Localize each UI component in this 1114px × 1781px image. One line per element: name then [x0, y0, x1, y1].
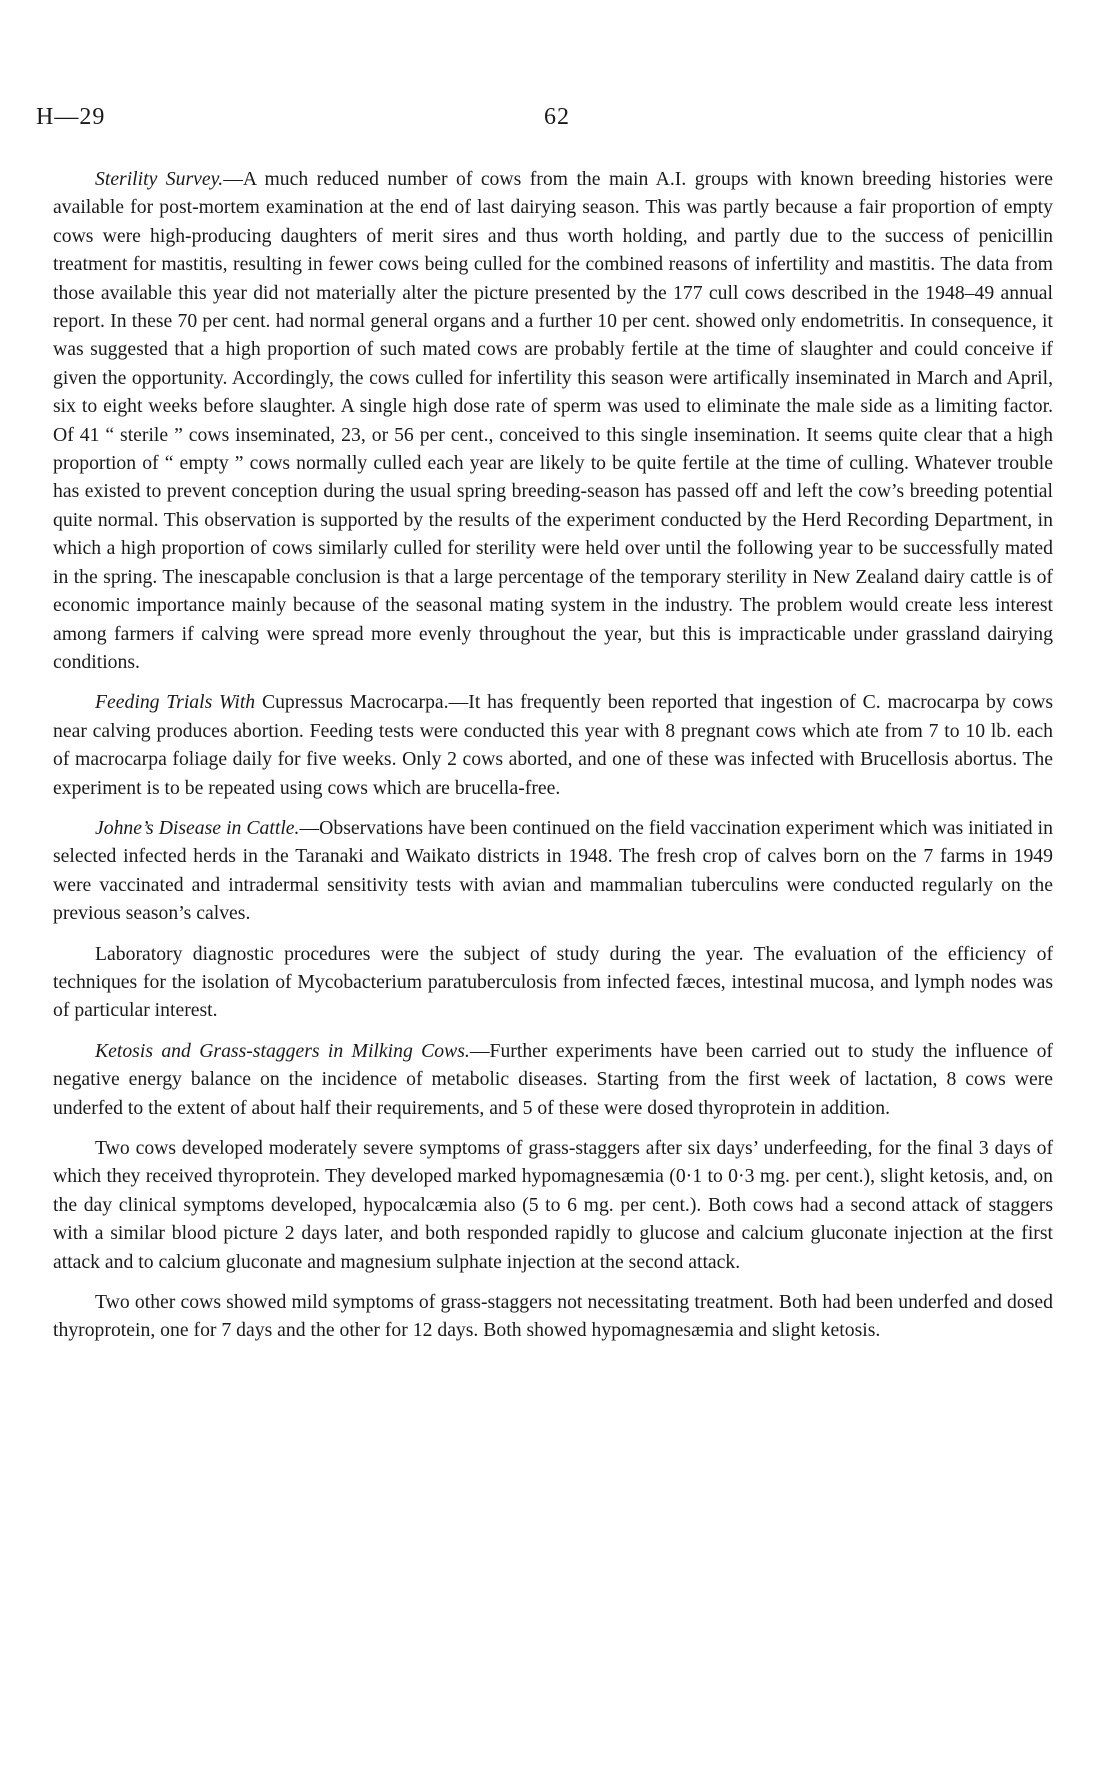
document-reference: H—29 — [36, 104, 106, 130]
page-number: 62 — [544, 104, 570, 130]
paragraph-heading: Johne’s Disease in Cattle. — [95, 816, 300, 839]
paragraph-text: Two other cows showed mild symptoms of grass-staggers not necessitating treatment. Both had been underfed and dosed thyroprotein, one for 7 days and the other for 12 days. Both showed hypomagnesæmia and slight ketosis. — [53, 1291, 1053, 1342]
paragraph-heading: Feeding Trials With — [95, 691, 256, 714]
report-body — [53, 165, 1053, 1357]
paragraph-text: Cupressus Macrocarpa.—It has frequently been reported that ingestion of C. macrocarpa by cows near calving produces abortion. Feeding tests were conducted this year with 8 pregnant cows which ate from 7 to 10 lb. each of macrocarpa foliage daily for five weeks. Only 2 cows aborted, and one of these was infected with Brucellosis abortus. The experiment is to be repeated using cows which are brucella-free. — [53, 691, 1053, 799]
paragraph-laboratory-procedures — [53, 940, 1053, 1025]
paragraph-heading: Sterility Survey. — [95, 168, 224, 190]
paragraph-johnes-disease — [53, 814, 1053, 928]
paragraph-text: —Observations have been continued on the field vaccination experiment which was initiated in selected infected herds in the Taranaki and Waikato districts in 1948. The fresh crop of calves born on the 7 farms in 1949 were vaccinated and intradermal sensitivity tests with avian and mammalian tuberculins were conducted regularly on the previous season’s calves. — [53, 816, 1053, 925]
paragraph-text: Laboratory diagnostic procedures were the subject of study during the year. The evaluation of the efficiency of techniques for the isolation of Mycobacterium paratuberculosis from infected fæces, intestinal mucosa, and lymph nodes was of particular interest. — [53, 942, 1053, 1022]
paragraph-two-cows-mild — [53, 1288, 1053, 1345]
paragraph-feeding-trials — [53, 688, 1053, 802]
paragraph-ketosis-grass-staggers — [53, 1037, 1053, 1122]
paragraph-two-cows-severe — [53, 1134, 1053, 1276]
paragraph-text: —Further experiments have been carried out to study the influence of negative energy balance on the incidence of metabolic diseases. Starting from the first week of lactation, 8 cows were underfed to the extent of about half their requirements, and 5 of these were dosed thyroprotein in addition. — [53, 1039, 1053, 1119]
paragraph-text: —A much reduced number of cows from the main A.I. groups with known breeding histories were available for post-mortem examination at the end of last dairying season. This was partly because a fair proportion of empty cows were high-producing daughters of merit sires and thus worth holding, and partly due to the success of penicillin treatment for mastitis, resulting in fewer cows being culled for the combined reasons of infertility and mastitis. The data from those available this year did not materially alter the picture presented by the 177 cull cows described in the 1948–49 annual report. In these 70 per cent. had normal general organs and a further 10 per cent. showed only endometritis. In consequence, it was suggested that a high proportion of such mated cows are probably fertile at the time of slaughter and could conceive if given the opportunity. Accordingly, the cows culled for infertility this season were artifically inseminated in March and April, six to eight weeks before slaughter. A single high dose rate of sperm was used to eliminate the male side as a limiting factor. Of 41 “ sterile ” cows inseminated, 23, or 56 per cent., conceived to this single insemination. It seems quite clear that a high proportion of “ empty ” cows normally culled each year are likely to be quite fertile at the time of culling. Whatever trouble has existed to prevent conception during the usual spring breeding-season has passed off and left the cow’s breeding potential quite normal. This observation is supported by the results of the experiment conducted by the Herd Recording Department, in which a high proportion of cows similarly culled for sterility were held over until the following year to be successfully mated in the spring. The inescapable conclusion is that a large percentage of the temporary sterility in New Zealand dairy cattle is of economic importance mainly because of the seasonal mating system in the industry. The problem would create less interest among farmers if calving were spread more evenly throughout the year, but this is impracticable under grassland dairying conditions. — [53, 168, 1054, 673]
paragraph-text: Two cows developed moderately severe symptoms of grass-staggers after six days’ underfeeding, for the final 3 days of which they received thyroprotein. They developed marked hypomagnesæmia (0·1 to 0·3 mg. per cent.), slight ketosis, and, on the day clinical symptoms developed, hypocalcæmia also (5 to 6 mg. per cent.). Both cows had a second attack of staggers with a similar blood picture 2 days later, and both responded rapidly to glucose and calcium gluconate injection at the first attack and to calcium gluconate and magnesium sulphate injection at the second attack. — [53, 1137, 1053, 1273]
paragraph-sterility-survey — [53, 165, 1053, 676]
page-header — [36, 104, 1078, 138]
paragraph-heading: Ketosis and Grass-staggers in Milking Cows. — [95, 1039, 470, 1062]
